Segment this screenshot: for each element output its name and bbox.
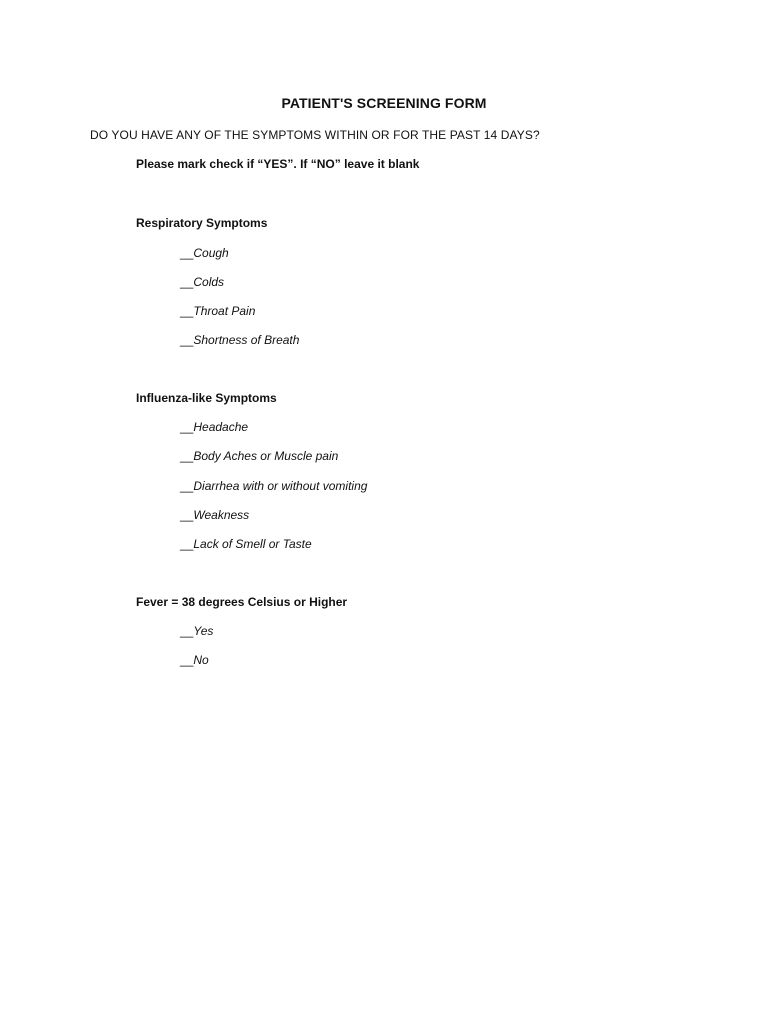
check-blank: __ — [180, 304, 194, 318]
option-label: Lack of Smell or Taste — [193, 537, 312, 551]
option-label: Colds — [193, 275, 225, 289]
option-label: Shortness of Breath — [193, 333, 300, 347]
check-blank: __ — [180, 508, 194, 522]
option-body-aches[interactable] — [180, 449, 338, 463]
check-blank: __ — [180, 653, 194, 667]
option-colds[interactable] — [180, 275, 224, 289]
check-blank: __ — [180, 275, 194, 289]
check-blank: __ — [180, 624, 194, 638]
screening-question: DO YOU HAVE ANY OF THE SYMPTOMS WITHIN OR FOR THE PAST 14 DAYS? — [90, 128, 540, 142]
section-heading-influenza: Influenza-like Symptoms — [136, 391, 277, 405]
option-throat-pain[interactable] — [180, 304, 255, 318]
section-heading-fever: Fever = 38 degrees Celsius or Higher — [136, 595, 348, 609]
option-fever-no[interactable] — [180, 653, 209, 667]
option-label: No — [193, 653, 209, 667]
option-label: Diarrhea with or without vomiting — [193, 479, 368, 493]
option-label: Yes — [193, 624, 214, 638]
check-blank: __ — [180, 537, 194, 551]
option-label: Cough — [193, 246, 229, 260]
option-fever-yes[interactable] — [180, 624, 213, 638]
option-label: Weakness — [193, 508, 250, 522]
check-blank: __ — [180, 420, 194, 434]
option-cough[interactable] — [180, 246, 229, 260]
option-label: Body Aches or Muscle pain — [193, 449, 339, 463]
option-lack-of-smell-or-taste[interactable] — [180, 537, 312, 551]
check-blank: __ — [180, 449, 194, 463]
check-blank: __ — [180, 479, 194, 493]
option-label: Headache — [193, 420, 249, 434]
option-weakness[interactable] — [180, 508, 249, 522]
form-instruction: Please mark check if “YES”. If “NO” leave it blank — [136, 157, 420, 171]
option-label: Throat Pain — [193, 304, 256, 318]
section-heading-respiratory: Respiratory Symptoms — [136, 216, 268, 230]
check-blank: __ — [180, 246, 194, 260]
option-diarrhea[interactable] — [180, 479, 367, 493]
check-blank: __ — [180, 333, 194, 347]
option-headache[interactable] — [180, 420, 248, 434]
form-title: PATIENT'S SCREENING FORM — [281, 95, 487, 111]
option-shortness-of-breath[interactable] — [180, 333, 299, 347]
